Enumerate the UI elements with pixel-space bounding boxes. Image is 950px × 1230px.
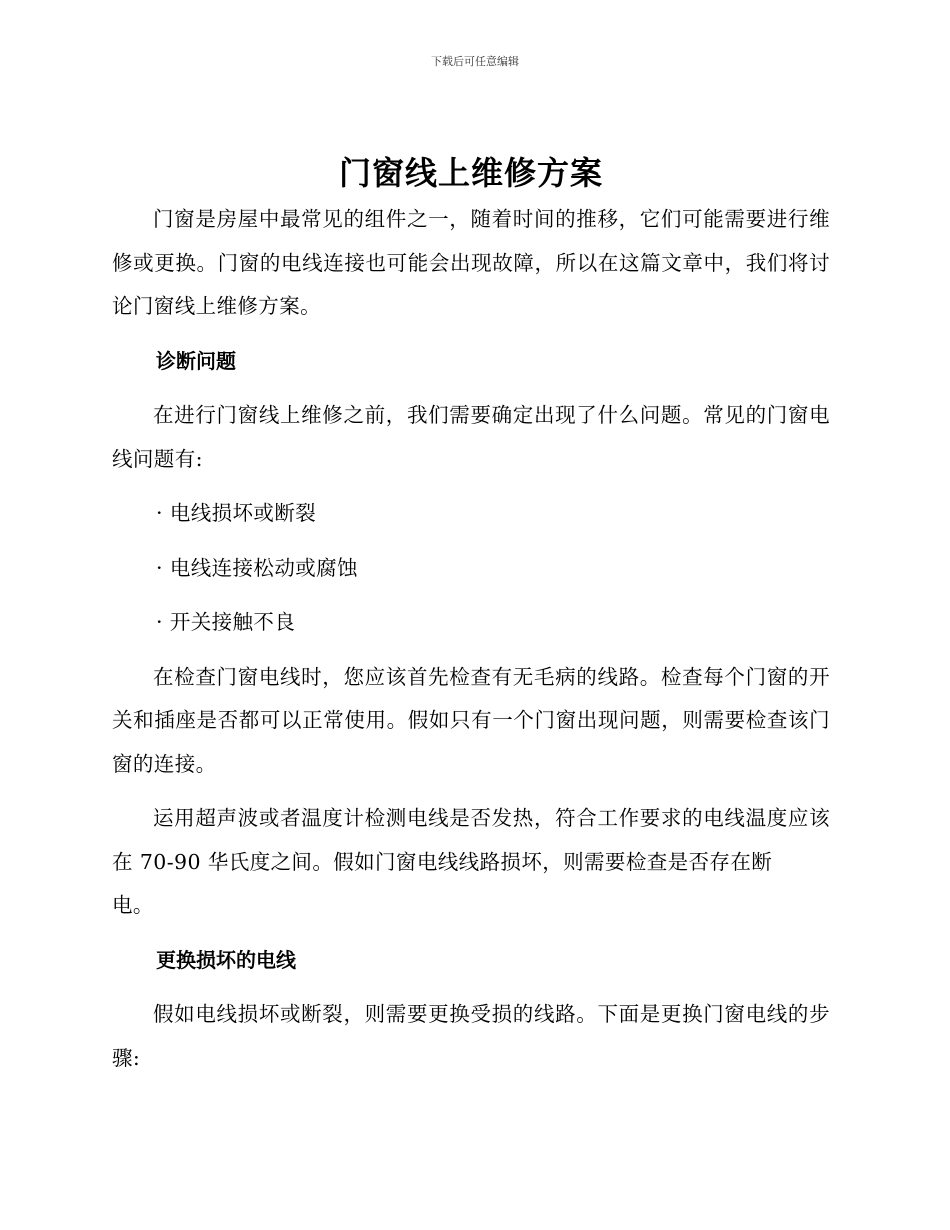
temperature-paragraph-line2: 电。 <box>112 893 154 917</box>
spacer <box>112 590 830 601</box>
spacer <box>112 481 830 492</box>
bullet-item: · 电线损坏或断裂 <box>156 501 317 525</box>
diagnosis-paragraph: 在进行门窗线上维修之前，我们需要确定出现了什么问题。常见的门窗电线问题有: <box>112 403 830 471</box>
replace-wire-paragraph: 假如电线损坏或断裂，则需要更换受损的线路。下面是更换门窗电线的步骤: <box>112 1002 830 1070</box>
bullet-item: · 电线连接松动或腐蚀 <box>156 555 358 580</box>
spacer <box>112 928 830 939</box>
document-title: 门窗线上维修方案 <box>338 154 603 192</box>
document-body <box>112 148 830 1080</box>
spacer <box>112 536 830 547</box>
spacer <box>112 645 830 656</box>
spacer <box>112 786 830 797</box>
spacer <box>112 329 830 340</box>
temperature-paragraph <box>112 797 830 928</box>
section-heading-diagnosis: 诊断问题 <box>156 348 236 373</box>
temperature-paragraph-line1: 运用超声波或者温度计检测电线是否发热，符合工作要求的电线温度应该在 70-90 华氏度之间。假如门窗电线线路损坏，则需要检查是否存在断 <box>112 806 830 874</box>
page-header: 下载后可任意编辑 <box>431 55 519 68</box>
inspection-paragraph: 在检查门窗电线时，您应该首先检查有无毛病的线路。检查每个门窗的开关和插座是否都可以正常使用。假如只有一个门窗出现问题，则需要检查该门窗的连接。 <box>112 664 830 776</box>
spacer <box>112 982 830 993</box>
spacer <box>112 383 830 394</box>
intro-paragraph: 门窗是房屋中最常见的组件之一，随着时间的推移，它们可能需要进行维修或更换。门窗的电线连接也可能会出现故障，所以在这篇文章中，我们将讨论门窗线上维修方案。 <box>112 207 830 318</box>
section-heading-replace-wire: 更换损坏的电线 <box>156 947 296 972</box>
bullet-item: · 开关接触不良 <box>156 610 296 634</box>
